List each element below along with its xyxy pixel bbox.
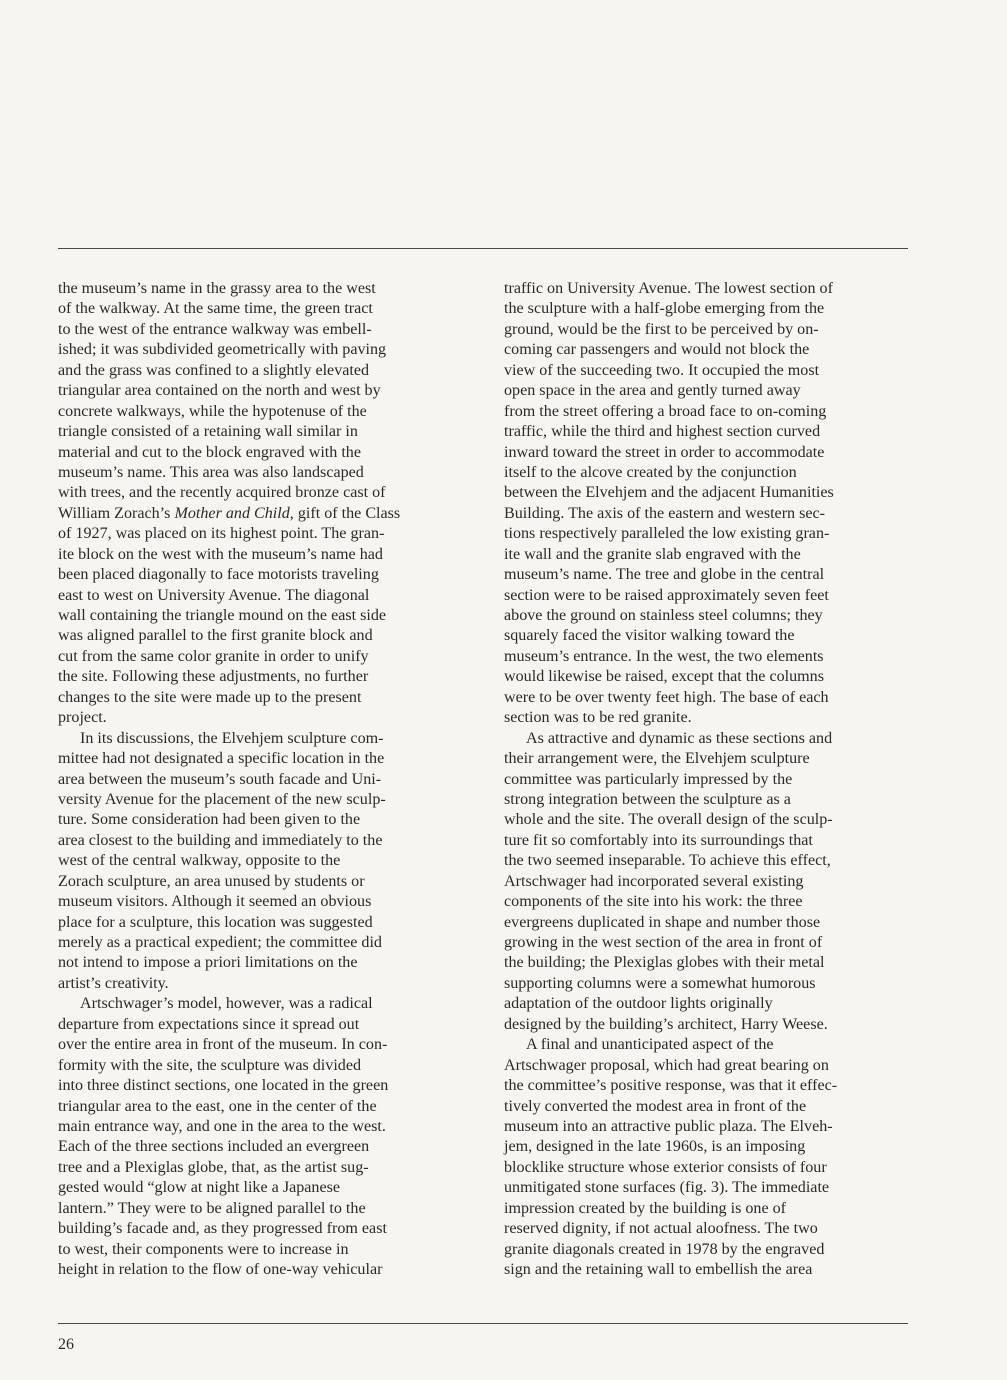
text-line: project. [58,709,107,727]
text-line: the two seemed inseparable. To achieve this effect, [504,852,831,870]
text-line: jem, designed in the late 1960s, is an imposing [504,1138,806,1156]
text-line: of 1927, was placed on its highest point. The gran- [58,525,385,543]
text-line: versity Avenue for the placement of the new sculp- [58,790,386,808]
text-line: evergreens duplicated in shape and number those [504,913,821,931]
text-line: Artschwager had incorporated several existing [504,872,804,890]
text-line: granite diagonals created in 1978 by the engraved [504,1240,825,1258]
text-line: ite block on the west with the museum’s name had [58,545,383,563]
text-line: would likewise be raised, except that the columns [504,668,824,686]
text-line: tively converted the modest area in front of the [504,1097,807,1115]
text-line: ture. Some consideration had been given to the [58,811,361,829]
text-line: section were to be raised approximately seven feet [504,586,829,604]
text-line: the sculpture with a half-globe emerging from the [504,300,825,318]
top-rule [58,248,908,249]
text-line: whole and the site. The overall design of the sculp- [504,811,833,829]
text-line: material and cut to the block engraved with the [58,443,361,461]
text-line: section was to be red granite. [504,709,692,727]
text-line: not intend to impose a priori limitations on the [58,954,358,972]
text-line: strong integration between the sculpture as a [504,790,791,808]
text-line: departure from expectations since it spread out [58,1015,360,1033]
text-line: the site. Following these adjustments, no further [58,668,369,686]
text-line: triangular area to the east, one in the center of the [58,1097,377,1115]
text-line: building’s facade and, as they progressed from east [58,1220,387,1238]
text-line: Each of the three sections included an evergreen [58,1138,370,1156]
text-line: area closest to the building and immediately to the [58,831,383,849]
text-line: merely as a practical expedient; the committee did [58,934,382,951]
text-line: over the entire area in front of the museum. In con- [58,1036,388,1054]
text-line: west of the central walkway, opposite to the [58,852,341,870]
text-line: their arrangement were, the Elvehjem sculpture [504,750,810,768]
text-line: view of the succeeding two. It occupied the most [504,361,820,379]
text-line: with trees, and the recently acquired bronze cast of [58,484,386,502]
text-line: above the ground on stainless steel columns; they [504,607,823,624]
text-line: growing in the west section of the area in front of [504,934,823,951]
text-line: ished; it was subdivided geometrically with paving [58,341,387,359]
text-line: Artschwager proposal, which had great bearing on [504,1056,829,1074]
text-line: the museum’s name in the grassy area to the west [58,280,376,297]
text-line: were to be over twenty feet high. The base of each [504,688,829,706]
text-line: triangular area contained on the north and west by [58,382,381,400]
text-line: changes to the site were made up to the present [58,688,362,706]
text-line: been placed diagonally to face motorists traveling [58,566,379,584]
text-line [58,504,463,524]
text-line: to west, their components were to increase in [58,1240,349,1258]
text-line: reserved dignity, if not actual aloofness. The two [504,1220,818,1238]
text-line: into three distinct sections, one located in the green [58,1077,389,1095]
text-line: between the Elvehjem and the adjacent Humanities [504,484,834,502]
text-line: lantern.” They were to be aligned parallel to the [58,1199,366,1217]
text-line: museum’s name. This area was also landscaped [58,463,364,481]
text-line: tions respectively paralleled the low existing gran- [504,525,830,543]
text-line: traffic, while the third and highest section curved [504,423,821,441]
text-line: traffic on University Avenue. The lowest section of [504,280,833,297]
text-line: Artschwager’s model, however, was a radical [80,995,373,1013]
text-line: components of the site into his work: the three [504,893,803,911]
text-line: the building; the Plexiglas globes with their metal [504,954,825,972]
text-line: was aligned parallel to the first granite block and [58,627,373,645]
text-line: unmitigated stone surfaces (fig. 3). The immediate [504,1179,830,1197]
left-text-column [58,279,463,1280]
text-line: area between the museum’s south facade and Uni- [58,770,382,788]
text-line: museum into an attractive public plaza. The Elveh- [504,1117,833,1135]
text-line: Building. The axis of the eastern and western sec- [504,504,826,522]
text-line: triangle consisted of a retaining wall similar in [58,423,358,441]
text-line: itself to the alcove created by the conjunction [504,463,797,481]
text-line: impression created by the building is one of [504,1199,787,1217]
text-line: artist’s creativity. [58,974,169,992]
text-line: museum visitors. Although it seemed an obvious [58,893,372,911]
text-line: ture fit so comfortably into its surroundings that [504,831,813,849]
text-line: main entrance way, and one in the area to the west. [58,1117,386,1135]
text-line: place for a sculpture, this location was suggested [58,913,373,931]
text-line: supporting columns were a somewhat humorous [504,974,816,992]
text-line: to the west of the entrance walkway was embell- [58,320,372,338]
text-line: Zorach sculpture, an area unused by students or [58,872,365,890]
text-line: concrete walkways, while the hypotenuse of the [58,402,367,420]
text-line: sign and the retaining wall to embellish the area [504,1261,813,1278]
text-line: squarely faced the visitor walking toward the [504,627,795,645]
text-line: the committee’s positive response, was that it effec- [504,1077,838,1095]
italic-title: Mother and Child, [174,504,294,522]
text-line: committee was particularly impressed by the [504,770,793,788]
text-segment: gift of the Class [293,504,401,522]
text-line: tree and a Plexiglas globe, that, as the artist sug- [58,1158,369,1176]
text-line: height in relation to the flow of one-way vehicular [58,1261,383,1278]
text-line: formity with the site, the sculpture was divided [58,1056,362,1074]
text-line: gested would “glow at night like a Japanese [58,1179,341,1197]
text-line: inward toward the street in order to accommodate [504,443,825,461]
text-line: from the street offering a broad face to on-coming [504,402,827,420]
text-line: As attractive and dynamic as these sections and [526,729,833,747]
page-number: 26 [58,1336,74,1353]
text-line: ground, would be the first to be perceived by on- [504,320,819,338]
text-line: east to west on University Avenue. The diagonal [58,586,370,604]
text-line: adaptation of the outdoor lights originally [504,995,773,1013]
text-line: mittee had not designated a specific location in the [58,750,385,768]
text-line: museum’s name. The tree and globe in the central [504,566,825,584]
text-line: open space in the area and gently turned away [504,382,801,400]
text-line: of the walkway. At the same time, the green tract [58,300,373,318]
right-text-column [504,279,909,1280]
text-line: and the grass was confined to a slightly elevated [58,361,370,379]
text-line: ite wall and the granite slab engraved with the [504,545,801,563]
text-line: A final and unanticipated aspect of the [526,1036,774,1054]
text-line: designed by the building’s architect, Harry Weese. [504,1015,828,1033]
text-line: coming car passengers and would not block the [504,341,810,359]
text-line: cut from the same color granite in order to unify [58,647,369,665]
text-line: wall containing the triangle mound on the east side [58,607,387,624]
text-line: blocklike structure whose exterior consists of four [504,1158,827,1176]
text-line: In its discussions, the Elvehjem sculpture com- [80,729,384,747]
text-segment: William Zorach’s [58,504,175,522]
text-line: museum’s entrance. In the west, the two elements [504,647,824,665]
bottom-rule [58,1323,908,1324]
